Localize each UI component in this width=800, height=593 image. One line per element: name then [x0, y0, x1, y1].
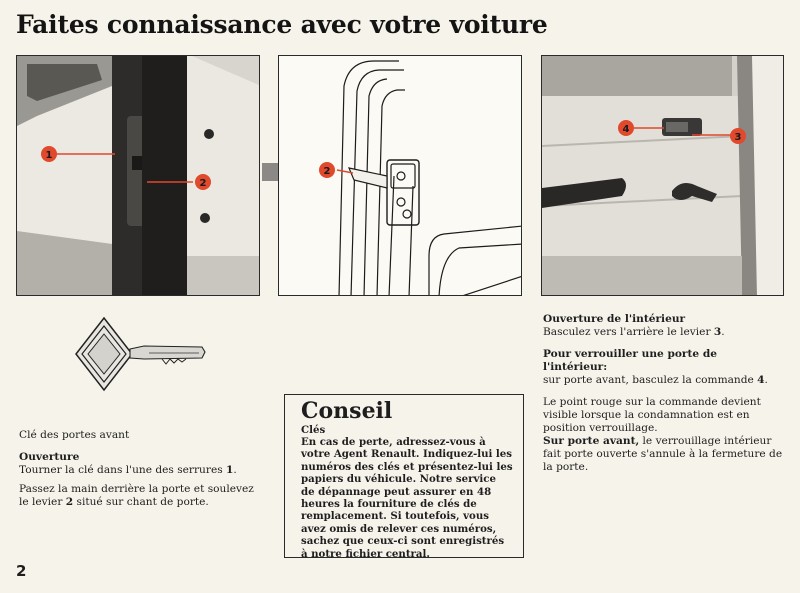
page-number: 2 — [16, 562, 27, 580]
right-column — [543, 313, 783, 483]
callout-4 — [618, 120, 634, 136]
svg-text:3: 3 — [734, 132, 742, 143]
callout-2-latch — [319, 162, 335, 178]
ouverture-text-2: Passez la main derrière la porte et soulevez le levier 2 situé sur chant de porte. — [19, 483, 254, 508]
ouverture-text-1: Tourner la clé dans l'une des serrures 1. — [19, 464, 237, 476]
key-caption: Clé des portes avant — [19, 429, 130, 441]
callout-2 — [195, 174, 211, 190]
svg-text:2: 2 — [323, 166, 331, 177]
section-heading-interieur: Ouverture de l'intérieur — [543, 313, 686, 325]
latch-drawing — [278, 55, 522, 296]
svg-text:1: 1 — [45, 150, 53, 161]
point-rouge-text: Le point rouge sur la commande devient visible lorsque la condamnation est en position verrouillage. — [543, 396, 761, 434]
verrouiller-text: sur porte avant, basculez la commande 4. — [543, 374, 768, 386]
inner-door-photo — [541, 55, 784, 296]
renault-key-icon — [74, 316, 209, 396]
left-column — [19, 429, 259, 518]
interieur-text: Basculez vers l'arrière le levier 3. — [543, 326, 725, 338]
svg-text:4: 4 — [622, 124, 630, 135]
conseil-body: En cas de perte, adressez-vous à votre Agent Renault. Indiquez-lui les numéros des clés et présentez-lui les papiers du véhicule. Notre service de dépannage peut assurer en 48 heures la fourniture de clés de remplacement. Si toutefois, vous avez omis de relever ces numéros, sachez que ceux-ci sont enregistrés à notre fichier central. — [301, 436, 513, 560]
section-heading-verrouiller: Pour verrouiller une porte de l'intérieur: — [543, 348, 717, 373]
porte-avant-text: Sur porte avant, le verrouillage intérieur fait porte ouverte s'annule à la fermeture de la porte. — [543, 435, 783, 473]
section-heading-ouverture: Ouverture — [19, 451, 80, 463]
callout-3 — [730, 128, 746, 144]
page-title: Faites connaissance avec votre voiture — [16, 10, 548, 39]
door-lock-photo — [16, 55, 260, 296]
conseil-box — [284, 394, 524, 558]
svg-text:2: 2 — [199, 178, 207, 189]
conseil-title: Conseil — [301, 398, 393, 424]
callout-1 — [41, 146, 57, 162]
conseil-subtitle: Clés — [301, 424, 326, 436]
